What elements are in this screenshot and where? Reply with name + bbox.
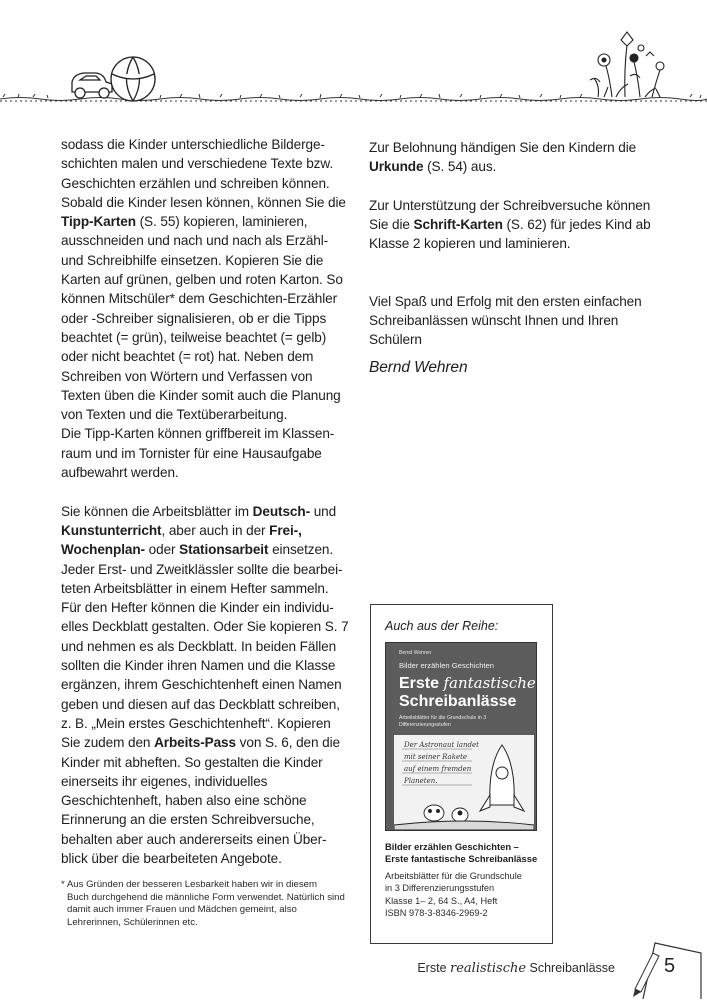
bold-term-tipp-karten: Tipp-Karten (61, 214, 136, 230)
cover-subtitle: Arbeitsblätter für die Grundschule in 3 Differenzierungsstufen (399, 715, 487, 728)
cover-title-fancy: fantastische (443, 674, 536, 692)
cover-title-erste: Erste (399, 675, 444, 692)
text-run: von S. 6, den die Kinder mit abheften. So gestalten die Kinder einerseits ihr eigenes, individuelles Geschichtenheft, haben also eine schöne Erinnerung an die ersten Schreibversuche, behalten aber auch andererseits einen Über-blick über die bearbeiteten Angebote. (61, 735, 340, 866)
page-corner-pencil-icon (615, 935, 707, 1000)
text-run: , aber auch in der (161, 522, 270, 538)
book-promo-box (370, 604, 553, 944)
promo-heading: Auch aus der Reihe: (385, 619, 499, 633)
footer-rest: Schreibanlässe (526, 961, 615, 975)
cover-title-line2: Schreibanlässe (399, 693, 517, 710)
text-run: sodass die Kinder unterschiedliche Bilderge-schichten malen und verschiedene Texte bzw. Geschichten erzählen und schreiben können. Sobald die Kinder lesen können, können Sie die (61, 137, 346, 210)
footnote (61, 879, 346, 929)
urkunde-paragraph (369, 138, 659, 177)
book-title-line1: Bilder erzählen Geschichten – (385, 841, 519, 852)
cover-handwriting-line1: Der Astronaut landet (404, 741, 479, 749)
bold-term-deutsch: Deutsch- (252, 503, 311, 519)
footnote-continuation: Buch durchgehend die männliche Form verwendet. Natürlich sind damit auch immer Frauen und Mädchen gemeint, also Lehrerinnen, Schülerinnen etc. (67, 891, 345, 928)
book-title-line2: Erste fantastische Schreibanlässe (385, 853, 538, 865)
footer-fancy-word: realistische (450, 961, 527, 976)
bold-term-stationsarbeit: Stationsarbeit (179, 542, 269, 558)
cover-title-line1 (399, 674, 536, 693)
schrift-karten-paragraph (369, 196, 659, 254)
cover-author: Bernd Wehren (399, 650, 432, 656)
text-run: (S. 62) für jedes Kind ab Klasse 2 kopieren und laminieren. (369, 217, 651, 252)
book-detail-line: Arbeitsblätter für die Grundschule (385, 871, 522, 881)
book-cover-image (385, 642, 537, 831)
bold-term-arbeits-pass: Arbeits-Pass (154, 735, 236, 751)
text-run: (S. 55) kopieren, laminieren, ausschneiden und nach und nach als Erzähl- und Schreibhilfe einsetzen. Kopieren Sie die Karten auf grünen, gelben und roten Karton. So können Mitschüler* dem Geschichten-Erzähler oder -Schreiber signalisieren, ob er die Tipps beachtet (= grün), teilweise beachtet (= gelb) oder nicht beachtet (= rot) hat. Neben dem Schreiben von Wörtern und Verfassen von Texten üben die Kinder somit auch die Planung von Texten und die Textüberarbeitung. (61, 214, 343, 423)
bold-term-schrift-karten: Schrift-Karten (413, 217, 503, 233)
text-run: einsetzen. Jeder Erst- und Zweitklässler sollte die bearbei-teten Arbeitsblätter in einem Hefter sammeln. Für den Hefter können die Kinder ein individu-elles Deckblatt gestalten. Oder Sie kopieren S. 7 und nehmen es als Deckblatt. In beiden Fällen sollten die Kinder ihren Namen und die Klasse ergänzen, ihrem Geschichtenheft einen Namen geben und diesen auf das Deckblatt schreiben, z. B. „Mein erstes Geschichtenheft“. Kopieren Sie zudem den (61, 542, 349, 751)
bold-term-frei-wochenplan: Frei-, Wochenplan- (61, 522, 302, 558)
bold-term-urkunde: Urkunde (369, 159, 424, 175)
text-run: Zur Belohnung händigen Sie den Kindern die (369, 140, 637, 155)
intro-paragraph (61, 135, 351, 424)
tipp-karten-storage-paragraph: Die Tipp-Karten können griffbereit im Klassen-raum und im Tornister für eine Hausaufgabe aufbewahrt werden. (61, 426, 335, 481)
footnote-line: * Aus Gründen der besseren Lesbarkeit haben wir in diesem (61, 879, 317, 890)
right-column (369, 138, 659, 377)
text-run: und (310, 503, 337, 519)
book-detail-line: Klasse 1– 2, 64 S., A4, Heft (385, 895, 498, 906)
book-title (385, 841, 545, 866)
book-detail-line: in 3 Differenzierungsstufen (385, 883, 495, 894)
flowers-icon (590, 32, 664, 97)
cover-series: Bilder erzählen Geschichten (399, 661, 494, 670)
book-details (385, 870, 545, 920)
text-run: (S. 54) aus. (423, 159, 497, 175)
book-isbn: ISBN 978-3-8346-2969-2 (385, 908, 488, 919)
cover-illustration (394, 735, 534, 830)
text-run: Sie können die Arbeitsblätter im (61, 503, 253, 519)
page-number: 5 (664, 955, 676, 977)
cover-handwriting-line2: mit seiner Rakete (404, 753, 468, 761)
footer-erste: Erste (417, 961, 450, 975)
closing-paragraph: Viel Spaß und Erfolg mit den ersten einfachen Schreibanlässen wünscht Ihnen und Ihren Schülern (369, 293, 642, 348)
text-run: Zur Unterstützung der Schreibversuche können Sie die (369, 197, 651, 233)
cover-handwriting-line4: Planeten. (404, 777, 438, 785)
bold-term-kunstunterricht: Kunstunterricht (61, 522, 162, 538)
footer-book-title (417, 961, 615, 976)
cover-handwriting-line3: auf einem fremden (404, 765, 472, 773)
author-signature: Bernd Wehren (369, 358, 468, 376)
usage-paragraph (61, 502, 351, 869)
left-column (61, 135, 351, 888)
text-run: oder (145, 542, 180, 558)
beach-ball-icon (111, 57, 155, 101)
toy-car-icon (72, 73, 112, 98)
header-decoration (0, 0, 707, 110)
